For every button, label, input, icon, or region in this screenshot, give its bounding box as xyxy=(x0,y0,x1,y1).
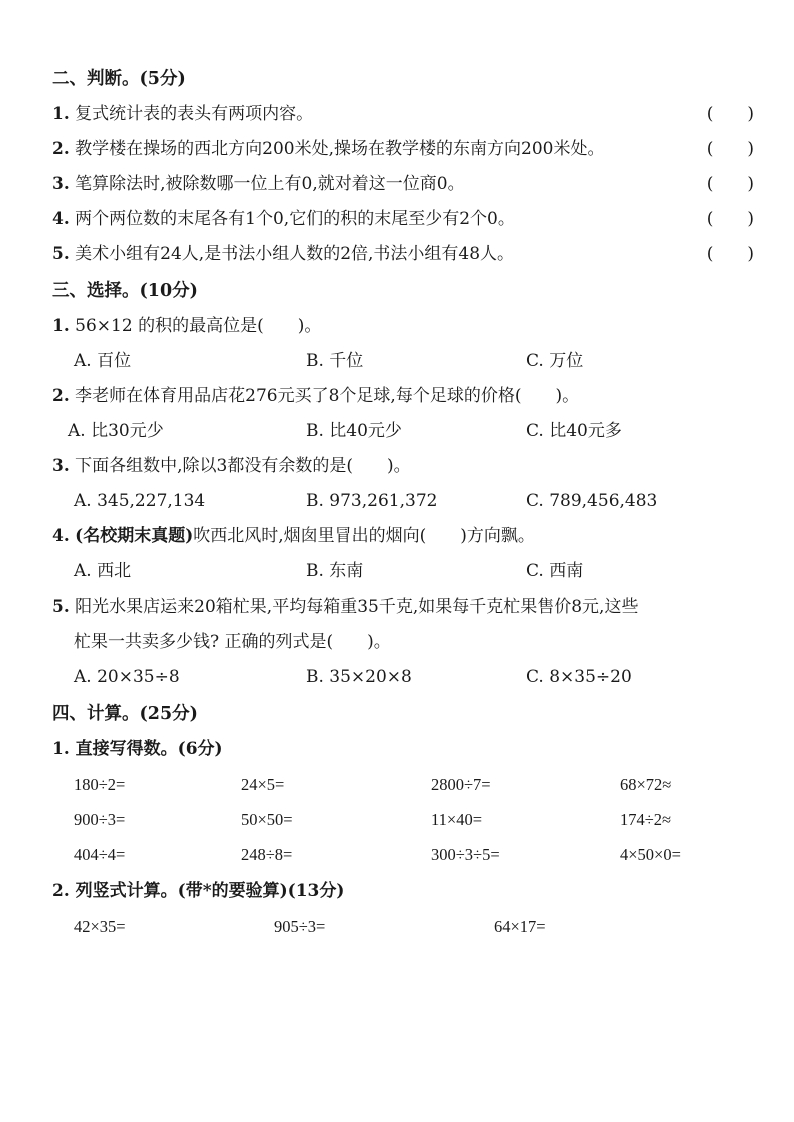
judgment-item-5 xyxy=(52,237,754,271)
option-b[interactable]: B. 东南 xyxy=(306,561,364,581)
choice-options-4 xyxy=(74,554,754,588)
item-number: 2. xyxy=(52,139,70,159)
option-a[interactable]: A. 西北 xyxy=(74,561,132,581)
option-c[interactable]: C. 比40元多 xyxy=(526,421,622,441)
item-number: 4. xyxy=(52,526,70,546)
section-calculation-title: 四、计算。(25分) xyxy=(52,704,198,724)
judgment-item-2 xyxy=(52,132,754,166)
choice-options-1 xyxy=(74,344,754,378)
answer-blank[interactable]: ( ) xyxy=(706,244,754,264)
calc-sub1-title xyxy=(52,732,754,766)
question-text-line1: 阳光水果店运来20箱杧果,平均每箱重35千克,如果每千克杧果售价8元,这些 xyxy=(75,597,639,617)
item-number: 3. xyxy=(52,456,70,476)
option-a[interactable]: A. 百位 xyxy=(74,351,132,371)
answer-blank[interactable]: ( ) xyxy=(706,174,754,194)
question-text-line2: 杧果一共卖多少钱? 正确的列式是( )。 xyxy=(74,632,391,652)
answer-blank[interactable]: ( ) xyxy=(706,209,754,229)
choice-options-5 xyxy=(74,660,754,694)
option-c[interactable]: C. 西南 xyxy=(526,561,584,581)
option-c[interactable]: C. 789,456,483 xyxy=(526,491,658,511)
item-number: 3. xyxy=(52,174,70,194)
source-tag: (名校期末真题) xyxy=(75,526,194,546)
mental-calc-item: 11×40= xyxy=(431,810,482,829)
option-b[interactable]: B. 千位 xyxy=(306,351,364,371)
mental-calc-item: 900÷3= xyxy=(74,810,126,829)
option-c[interactable]: C. 8×35÷20 xyxy=(526,667,632,687)
mental-calc-item: 404÷4= xyxy=(74,845,126,864)
section-choice-title: 三、选择。(10分) xyxy=(52,281,198,301)
choice-question-4 xyxy=(52,519,754,553)
vertical-calc-item: 905÷3= xyxy=(274,917,326,936)
mental-calc-item: 174÷2≈ xyxy=(620,810,672,829)
choice-options-2 xyxy=(68,414,754,448)
item-number: 1. xyxy=(52,739,70,759)
question-text: 下面各组数中,除以3都没有余数的是( )。 xyxy=(75,456,411,476)
item-number: 2. xyxy=(52,386,70,406)
mental-calc-item: 300÷3÷5= xyxy=(431,845,500,864)
item-number: 1. xyxy=(52,104,70,124)
option-a[interactable]: A. 345,227,134 xyxy=(74,491,206,511)
choice-question-2 xyxy=(52,379,754,413)
question-text: 李老师在体育用品店花276元买了8个足球,每个足球的价格( )。 xyxy=(75,386,580,406)
option-a[interactable]: A. 比30元少 xyxy=(68,421,164,441)
option-a[interactable]: A. 20×35÷8 xyxy=(74,667,180,687)
sub-title: 列竖式计算。(带*的要验算)(13分) xyxy=(75,881,345,901)
mental-calc-item: 180÷2= xyxy=(74,775,126,794)
section-judgment-title: 二、判断。(5分) xyxy=(52,69,186,89)
judgment-item-1 xyxy=(52,97,754,131)
choice-question-1 xyxy=(52,309,754,343)
item-text: 教学楼在操场的西北方向200米处,操场在教学楼的东南方向200米处。 xyxy=(75,139,605,159)
answer-blank[interactable]: ( ) xyxy=(706,139,754,159)
item-number: 5. xyxy=(52,597,70,617)
choice-options-3 xyxy=(74,484,754,518)
vertical-calc-item: 42×35= xyxy=(74,917,126,936)
choice-question-5-cont xyxy=(74,625,754,659)
option-b[interactable]: B. 35×20×8 xyxy=(306,667,412,687)
item-number: 4. xyxy=(52,209,70,229)
option-b[interactable]: B. 973,261,372 xyxy=(306,491,438,511)
item-text: 美术小组有24人,是书法小组人数的2倍,书法小组有48人。 xyxy=(75,244,515,264)
sub-title: 直接写得数。(6分) xyxy=(75,739,223,759)
judgment-item-3 xyxy=(52,167,754,201)
choice-question-3 xyxy=(52,449,754,483)
choice-question-5 xyxy=(52,590,754,624)
mental-calc-item: 4×50×0= xyxy=(620,845,681,864)
answer-blank[interactable]: ( ) xyxy=(706,104,754,124)
mental-calc-item: 248÷8= xyxy=(241,845,293,864)
question-text: 56×12 的积的最高位是( )。 xyxy=(75,316,322,336)
calc-sub2-title xyxy=(52,874,754,908)
item-text: 两个两位数的末尾各有1个0,它们的积的末尾至少有2个0。 xyxy=(75,209,515,229)
option-c[interactable]: C. 万位 xyxy=(526,351,584,371)
judgment-item-4 xyxy=(52,202,754,236)
mental-calc-item: 50×50= xyxy=(241,810,293,829)
item-number: 5. xyxy=(52,244,70,264)
item-text: 复式统计表的表头有两项内容。 xyxy=(75,104,314,124)
item-text: 笔算除法时,被除数哪一位上有0,就对着这一位商0。 xyxy=(75,174,465,194)
item-number: 1. xyxy=(52,316,70,336)
item-number: 2. xyxy=(52,881,70,901)
question-text: 吹西北风时,烟囱里冒出的烟向( )方向飘。 xyxy=(193,526,535,546)
vertical-calc-item: 64×17= xyxy=(494,917,546,936)
mental-calc-item: 68×72≈ xyxy=(620,775,672,794)
option-b[interactable]: B. 比40元少 xyxy=(306,421,402,441)
mental-calc-item: 2800÷7= xyxy=(431,775,491,794)
mental-calc-item: 24×5= xyxy=(241,775,285,794)
